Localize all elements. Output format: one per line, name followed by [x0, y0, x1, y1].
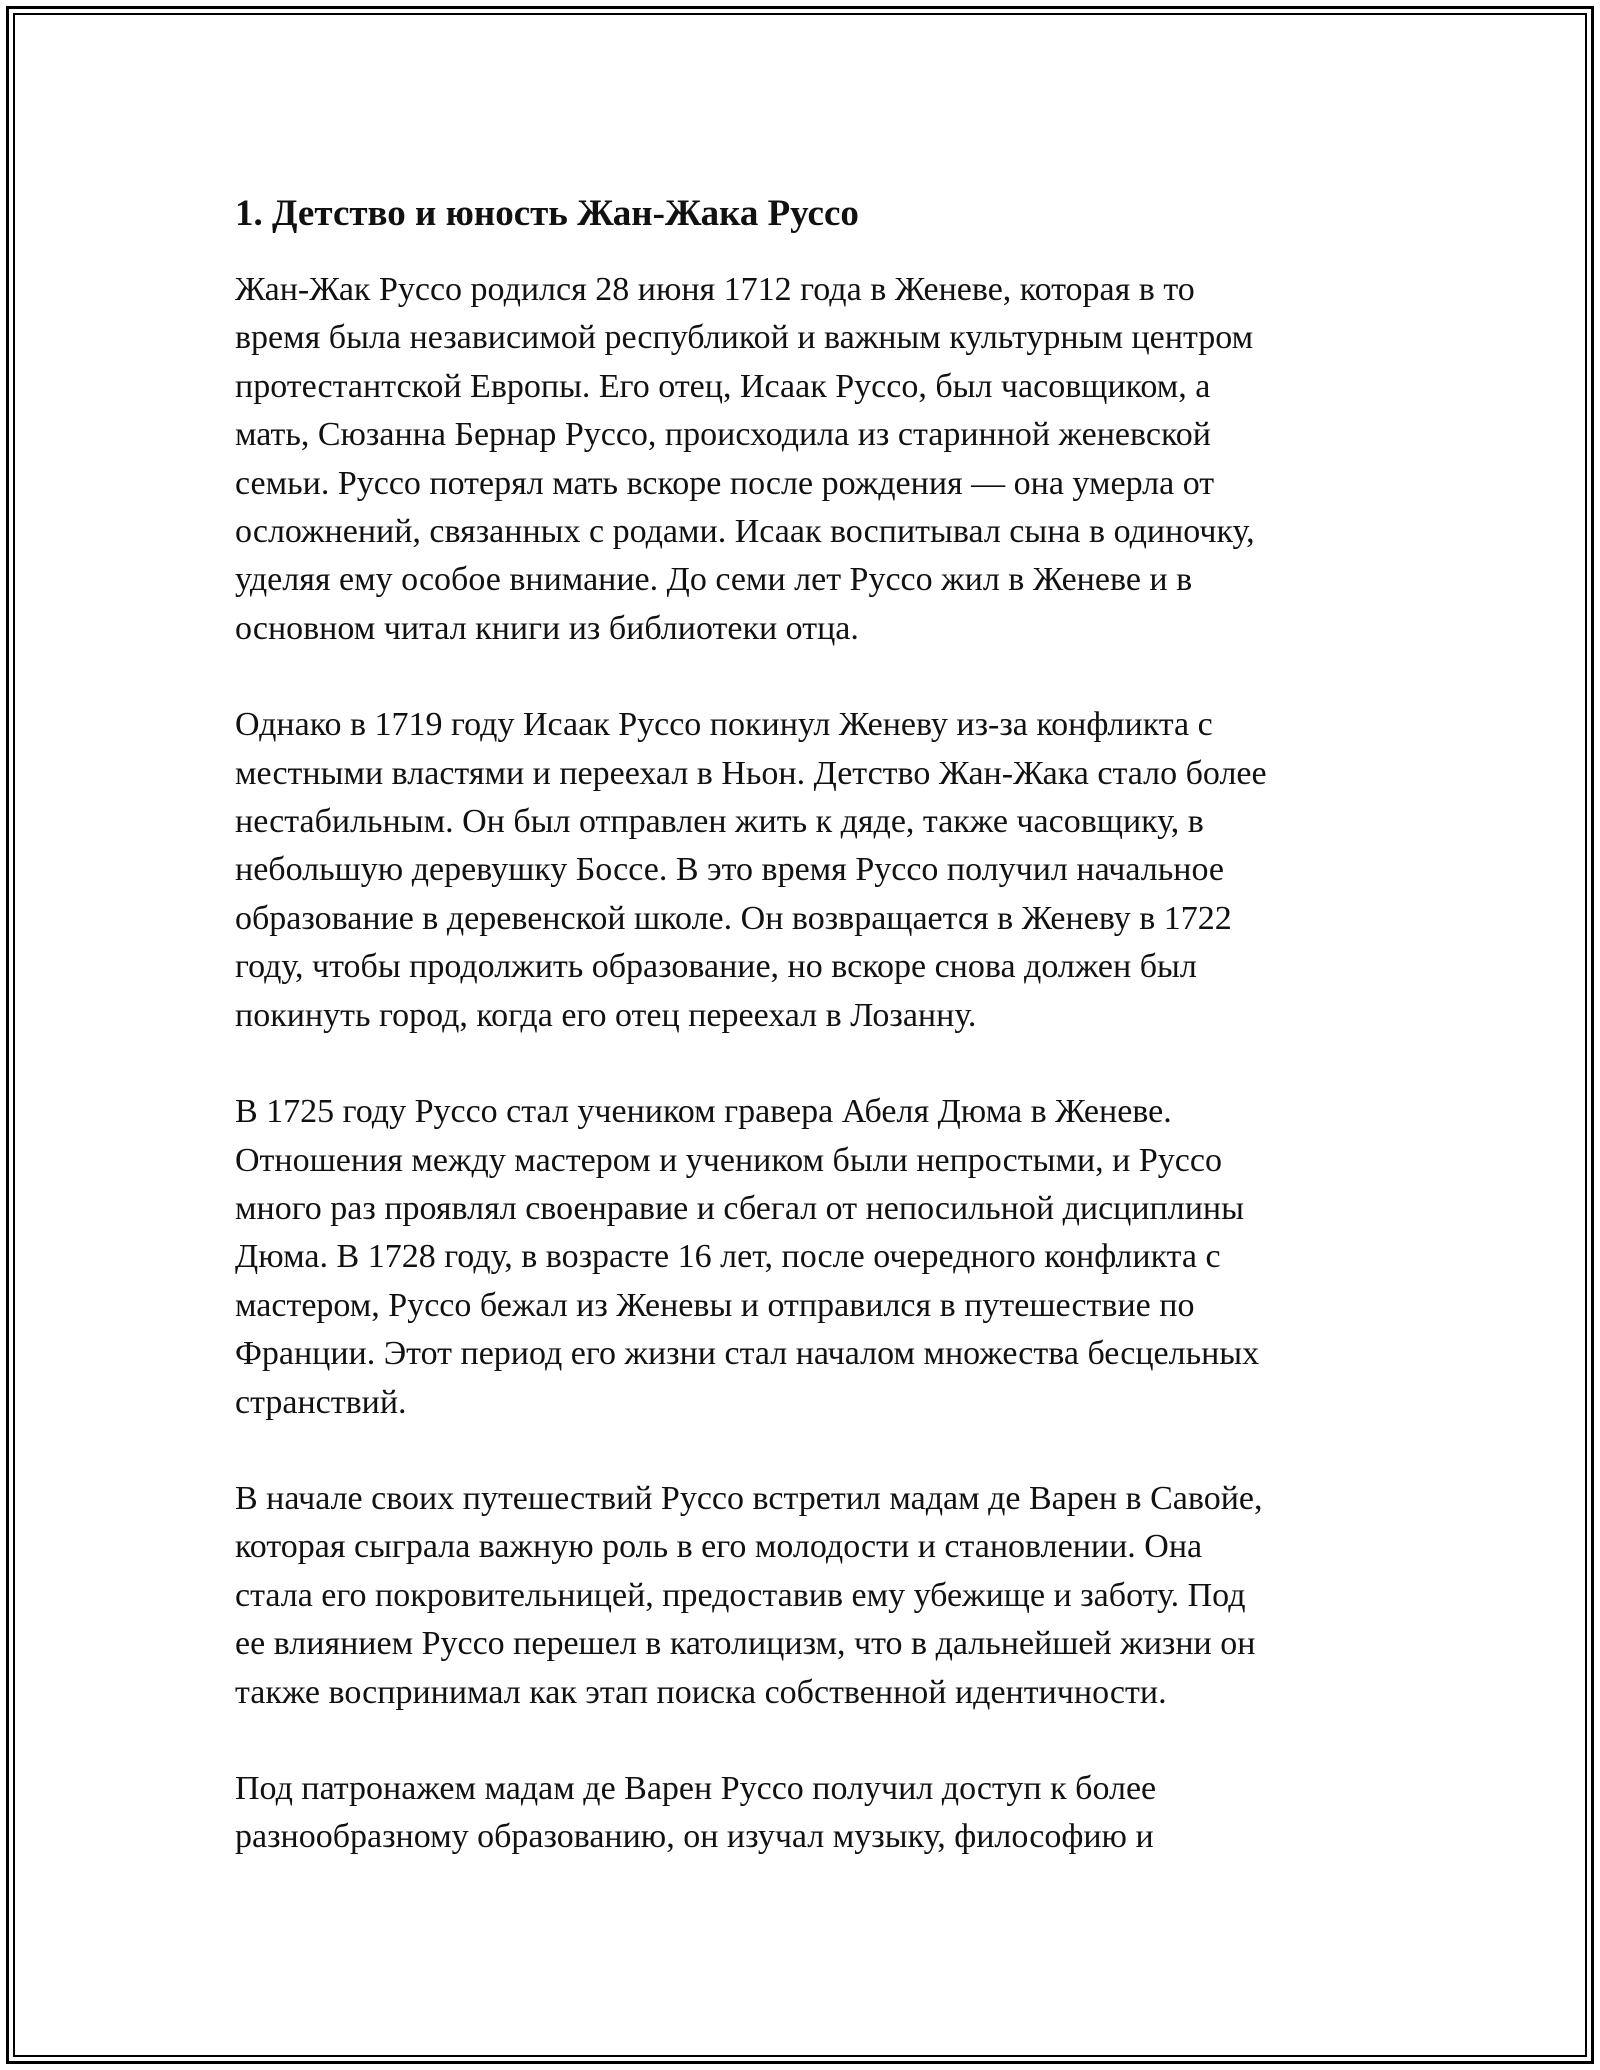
text-line: протестантской Европы. Его отец, Исаак Руссо, был часовщиком, а [235, 367, 1211, 405]
text-line: Жан-Жак Руссо родился 28 июня 1712 года в Женеве, которая в то [235, 271, 1195, 308]
section-heading: 1. Детство и юность Жан-Жака Руссо [235, 193, 859, 234]
text-line: семьи. Руссо потерял мать вскоре после рождения — она умерла от [235, 464, 1215, 502]
paragraph-childhood [235, 266, 1375, 653]
text-line: году, чтобы продолжить образование, но вскоре снова должен был [235, 948, 1197, 986]
text-line: много раз проявлял своенравие и сбегал от непосильной дисциплины [235, 1189, 1244, 1227]
text-line: нестабильным. Он был отправлен жить к дяде, также часовщику, в [235, 803, 1204, 841]
text-line: Дюма. В 1728 году, в возрасте 16 лет, после очередного конфликта с [235, 1238, 1221, 1276]
text-line: которая сыграла важную роль в его молодости и становлении. Она [235, 1528, 1203, 1566]
text-line: В 1725 году Руссо стал учеником гравера Абеля Дюма в Женеве. [235, 1093, 1172, 1131]
text-line: местными властями и переехал в Ньон. Детство Жан-Жака стало более [235, 754, 1267, 792]
text-line: уделяя ему особое внимание. До семи лет Руссо жил в Женеве и в [235, 561, 1193, 599]
paragraph-move-to-nyon [235, 701, 1375, 1040]
text-line: Однако в 1719 году Исаак Руссо покинул Женеву из-за конфликта с [235, 706, 1213, 744]
text-line: осложнений, связанных с родами. Исаак воспитывал сына в одиночку, [235, 513, 1255, 551]
text-line: образование в деревенской школе. Он возвращается в Женеву в 1722 [235, 899, 1232, 937]
text-line: мать, Сюзанна Бернар Руссо, происходила из старинной женевской [235, 416, 1211, 454]
text-line: мастером, Руссо бежал из Женевы и отправился в путешествие по [235, 1286, 1195, 1324]
document-body [235, 186, 1375, 1862]
text-line: Франции. Этот период его жизни стал началом множества бесцельных [235, 1335, 1260, 1373]
text-line: странствий. [235, 1383, 407, 1421]
paragraph-apprenticeship [235, 1088, 1375, 1427]
text-line: В начале своих путешествий Руссо встретил мадам де Варен в Савойе, [235, 1479, 1263, 1517]
text-line: также воспринимал как этап поиска собственной идентичности. [235, 1673, 1167, 1711]
text-line: небольшую деревушку Боссе. В это время Руссо получил начальное [235, 851, 1224, 889]
text-line: Под патронажем мадам де Варен Руссо получил доступ к более [235, 1769, 1157, 1807]
text-line: разнообразному образованию, он изучал музыку, философию и [235, 1818, 1154, 1856]
text-line: Отношения между мастером и учеником были непростыми, и Руссо [235, 1141, 1222, 1179]
text-line: покинуть город, когда его отец переехал в Лозанну. [235, 996, 977, 1034]
text-line: стала его покровительницей, предоставив ему убежище и заботу. Под [235, 1576, 1246, 1614]
text-line: время была независимой республикой и важным культурным центром [235, 319, 1254, 357]
paragraph-education [235, 1765, 1375, 1862]
text-line: ее влиянием Руссо перешел в католицизм, что в дальнейшей жизни он [235, 1625, 1256, 1663]
paragraph-madame-de-warens [235, 1475, 1375, 1717]
text-line: основном читал книги из библиотеки отца. [235, 609, 859, 647]
